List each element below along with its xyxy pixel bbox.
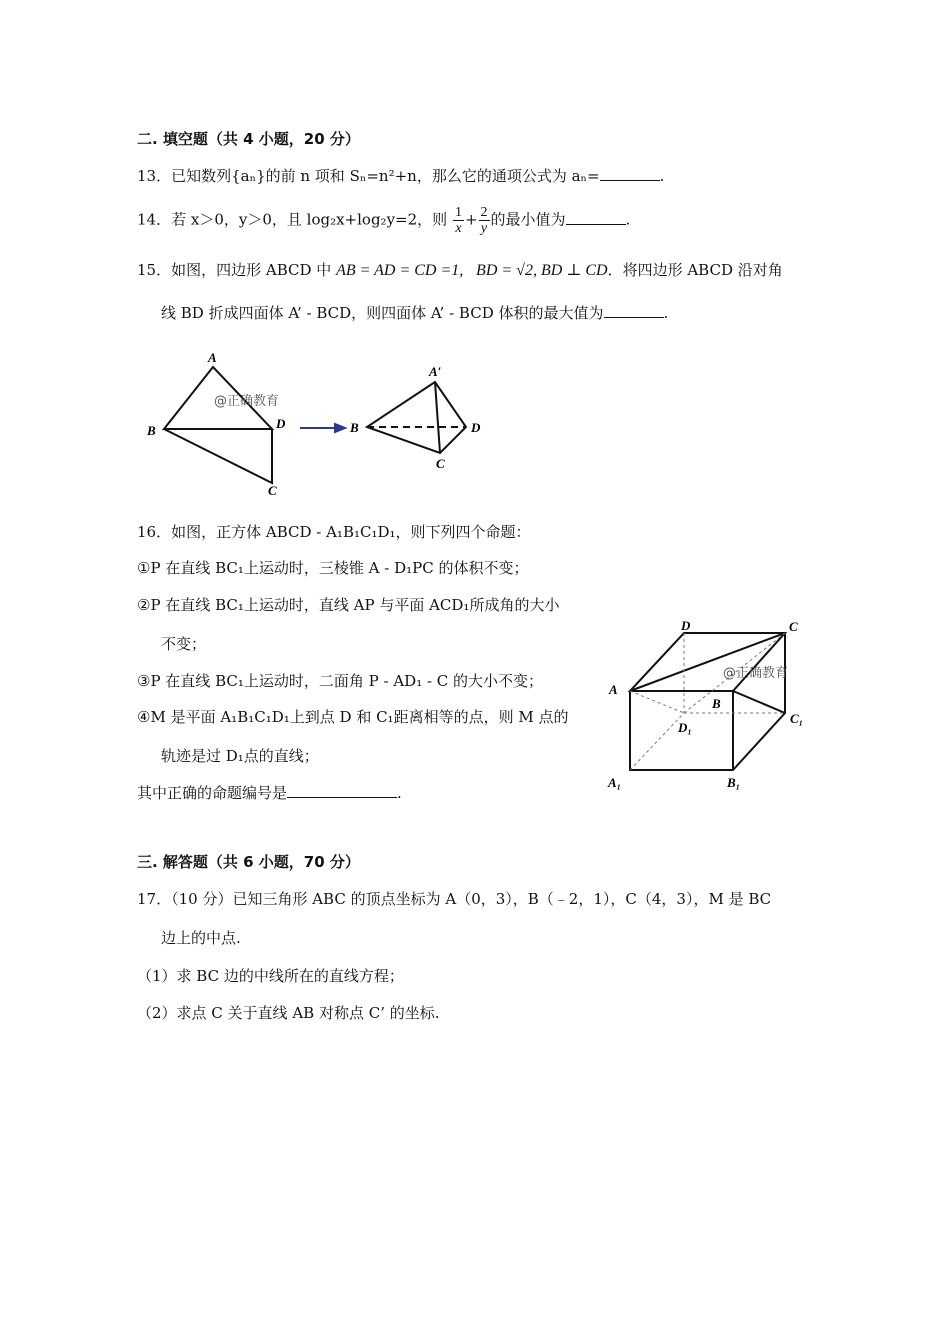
label-D: D	[471, 420, 481, 435]
diagonal-b-c1	[733, 691, 785, 713]
label-A-prime: A′	[429, 364, 442, 379]
cube-visible-edges	[630, 633, 785, 770]
edge-a-c	[435, 382, 440, 453]
label-A: A	[208, 350, 217, 365]
question-text: 其中正确的命题编号是	[137, 784, 288, 802]
section-heading: 三. 解答题（共 6 小题，70 分）	[137, 853, 360, 871]
label-C: C	[789, 619, 798, 634]
question-text: 线 BD 折成四面体 A’ - BCD，则四面体 A’ - BCD 体积的最大值为	[161, 304, 604, 322]
subquestion-1: （1）求 BC 边的中线所在的直线方程；	[137, 967, 404, 985]
proposition-4-continued: 轨迹是过 D₁点的直线；	[161, 747, 319, 765]
proposition-4: ④M 是平面 A₁B₁C₁D₁上到点 D 和 C₁距离相等的点，则 M 点的	[137, 708, 569, 726]
diagonal-a-c	[630, 633, 785, 691]
label-D: D	[276, 416, 286, 431]
punctuation: .	[663, 304, 669, 322]
fraction-2-over-y	[479, 205, 490, 236]
figure-16-cube	[600, 615, 825, 795]
math-expression: BD = √2, BD ⊥ CD	[476, 262, 608, 279]
math-expression: AB = AD = CD =1,	[336, 262, 464, 279]
watermark: @正确教育	[723, 666, 789, 681]
question-16-ask	[137, 782, 402, 803]
label-B: B	[147, 423, 156, 438]
label-C1: C₁	[790, 711, 804, 726]
denominator: x	[455, 221, 462, 236]
question-text: 若 x＞0，y＞0，且 log₂x+log₂y=2，则	[171, 210, 448, 229]
question-13	[137, 165, 664, 186]
label-C: C	[436, 456, 445, 471]
question-14	[137, 205, 630, 236]
hidden-edge-a1-d1	[630, 713, 684, 770]
question-number: 17．	[137, 890, 172, 908]
question-number: 14．	[137, 210, 172, 229]
label-B: B	[350, 420, 359, 435]
proposition-2: ②P 在直线 BC₁上运动时，直线 AP 与平面 ACD₁所成角的大小	[137, 596, 560, 614]
label-B: B	[712, 696, 721, 711]
question-text: 如图，四边形 ABCD 中	[171, 261, 332, 279]
proposition-2-continued: 不变；	[161, 635, 207, 653]
question-text: 如图，正方体 ABCD - A₁B₁C₁D₁，则下列四个命题：	[171, 523, 531, 541]
label-C: C	[268, 483, 277, 498]
proposition-3: ③P 在直线 BC₁上运动时，二面角 P - AD₁ - C 的大小不变；	[137, 672, 544, 690]
punctuation: .	[659, 167, 665, 185]
subquestion-2: （2）求点 C 关于直线 AB 对称点 C’ 的坐标.	[137, 1004, 440, 1022]
label-D1: D₁	[678, 720, 692, 735]
triangle-bcd	[164, 429, 272, 483]
question-number: 15．	[137, 261, 172, 279]
question-text: （10 分）已知三角形 ABC 的顶点坐标为 A（0，3），B（﹣2，1），C（4，3），M 是 BC	[171, 890, 772, 908]
answer-blank	[600, 166, 660, 181]
label-A1: A₁	[608, 775, 622, 790]
numerator: 2	[480, 205, 488, 220]
denominator: y	[480, 221, 488, 236]
question-16	[137, 521, 531, 542]
question-text: ．将四边形 ABCD 沿对角	[607, 261, 783, 279]
tetrahedron-outline	[367, 382, 466, 453]
punctuation: .	[625, 210, 631, 229]
question-17	[137, 888, 771, 909]
proposition-1: ①P 在直线 BC₁上运动时，三棱锥 A - D₁PC 的体积不变；	[137, 559, 529, 577]
plus-sign: +	[464, 210, 478, 229]
question-number: 13．	[137, 167, 172, 185]
section-heading: 二. 填空题（共 4 小题，20 分）	[137, 130, 360, 148]
fraction-1-over-x	[453, 205, 464, 236]
arrow-head-icon	[335, 424, 345, 432]
hidden-diagonal-a-d1	[630, 691, 684, 713]
question-text: 已知数列{aₙ}的前 n 项和 Sₙ=n²+n，那么它的通项公式为 aₙ=	[171, 167, 600, 185]
question-15-line-2	[161, 302, 668, 323]
punctuation: .	[397, 784, 402, 802]
figure-15-quadrilateral-fold	[140, 345, 500, 500]
answer-blank	[287, 783, 397, 798]
answer-blank	[604, 303, 664, 318]
question-17-line-2: 边上的中点.	[161, 929, 241, 947]
watermark: @正确教育	[214, 394, 280, 409]
question-number: 16．	[137, 523, 172, 541]
label-A: A	[609, 682, 618, 697]
label-B1: B₁	[727, 775, 741, 790]
question-text: 的最小值为	[490, 210, 566, 229]
label-D: D	[681, 618, 691, 633]
numerator: 1	[454, 205, 462, 220]
answer-blank	[566, 210, 626, 225]
question-15	[137, 259, 783, 280]
